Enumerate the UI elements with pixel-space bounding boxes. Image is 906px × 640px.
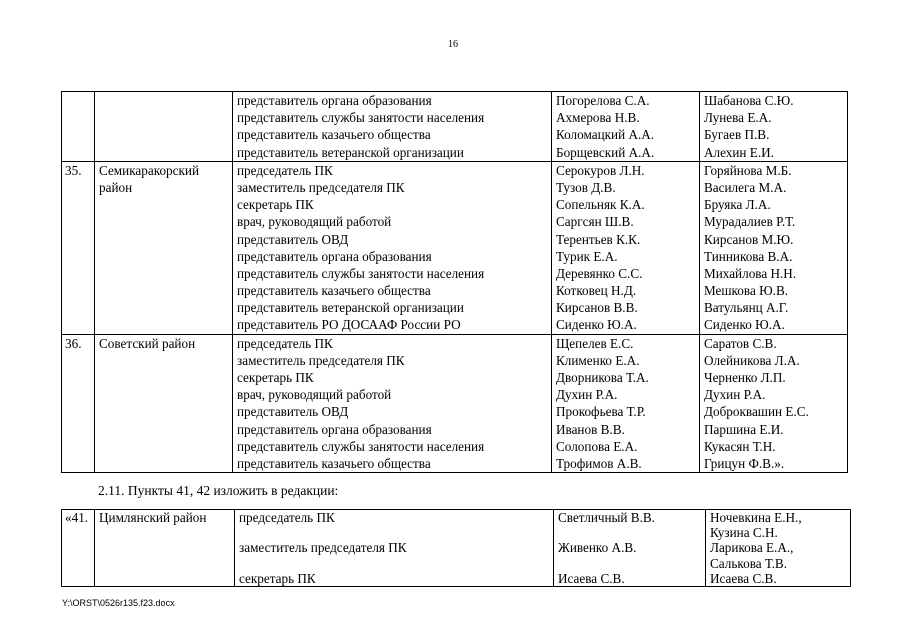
member-cell [552,92,700,162]
amendment-note: 2.11. Пункты 41, 42 изложить в редакции: [98,483,339,498]
reserve-name: Олейникова Л.А. [704,352,800,368]
member-name: Живенко А.В. [558,540,637,556]
position-text: представитель органа образования [237,421,432,437]
reserve-cell [700,161,848,334]
member-name: Серокуров Л.Н. [556,162,645,178]
table-row [62,92,848,162]
position-text: представитель службы занятости населения [237,438,485,454]
member-name: Духин Р.А. [556,387,618,403]
reserve-name: Алехин Е.И. [704,144,774,160]
reserve-name: Михайлова Н.Н. [704,265,797,281]
position-text: председатель ПК [237,335,333,351]
reserve-name: Кукасян Т.Н. [704,438,776,454]
reserve-name: Доброквашин Е.С. [704,404,809,420]
reserve-name: Шабанова С.Ю. [704,93,794,108]
row-number: 35. [62,161,95,334]
position-cell [235,510,554,587]
position-text: представитель казачьего общества [237,127,431,143]
position-text: представитель РО ДОСААФ России РО [237,317,461,333]
position-text: заместитель председателя ПК [237,179,405,195]
spacer [239,525,553,540]
member-name: Сопельняк К.А. [556,197,645,213]
spacer [558,525,705,540]
reserve-name: Исаева С.В. [710,570,777,586]
member-name: Терентьев К.К. [556,231,641,247]
member-name: Погорелова С.А. [556,93,650,108]
spacer [558,556,705,571]
commission-table [61,91,848,473]
reserve-name: Мурадалиев Р.Т. [704,214,796,230]
page-number: 16 [448,39,458,50]
reserve-name: Ночевкина Е.Н., [710,510,802,525]
reserve-name: Саратов С.В. [704,335,777,351]
member-name: Светличный В.В. [558,510,655,525]
reserve-name: Сиденко Ю.А. [704,317,785,333]
position-text: врач, руководящий работой [237,214,392,230]
file-path-footer: Y:\ORST\0526r135.f23.docx [62,598,175,608]
reserve-name: Ларикова Е.А., [710,540,794,556]
member-name: Прокофьева Т.Р. [556,404,646,420]
position-text: заместитель председателя ПК [237,352,405,368]
district-line: район [99,179,133,195]
member-name: Сиденко Ю.А. [556,317,637,333]
member-cell [552,161,700,334]
district-name [95,161,233,334]
reserve-name: Бугаев П.В. [704,127,770,143]
position-text: представитель казачьего общества [237,283,431,299]
member-name: Иванов В.В. [556,421,625,437]
reserve-name: Мешкова Ю.В. [704,283,789,299]
row-number: 36. [62,334,95,473]
position-text: представитель ОВД [237,231,349,247]
table-row [62,334,848,473]
reserve-name: Бруяка Л.А. [704,197,771,213]
amendment-table-body [62,510,851,587]
position-text: врач, руководящий работой [237,387,392,403]
member-name: Исаева С.В. [558,570,625,586]
member-cell [552,334,700,473]
reserve-name: Паршина Е.И. [704,421,784,437]
member-name: Деревянко С.С. [556,265,643,281]
reserve-name: Лунева Е.А. [704,110,772,126]
position-text: представитель казачьего общества [237,455,431,471]
member-name: Турик Е.А. [556,248,618,264]
member-name: Борщевский А.А. [556,144,655,160]
position-cell [233,92,552,162]
reserve-name: Грицун Ф.В.». [704,455,785,471]
member-cell [554,510,706,587]
table-row [62,161,848,334]
position-text: секретарь ПК [239,570,316,586]
reserve-cell [700,334,848,473]
district-line: Советский район [99,335,196,351]
position-text: представитель ветеранской организации [237,144,464,160]
member-name: Щепелев Е.С. [556,335,634,351]
table-row [62,510,851,587]
member-name: Ахмерова Н.В. [556,110,640,126]
row-number: «41. [62,510,95,587]
district-name [95,92,233,162]
amendment-table [61,509,851,587]
reserve-name: Салькова Т.В. [710,555,788,571]
district-line: Семикаракорский [99,162,200,178]
row-number [62,92,95,162]
district-name: Цимлянский район [95,510,235,587]
position-cell [233,161,552,334]
reserve-name: Горяйнова М.Б. [704,162,792,178]
reserve-name: Кузина С.Н. [710,525,778,541]
member-name: Трофимов А.В. [556,455,642,471]
reserve-cell [706,510,851,587]
position-text: представитель органа образования [237,248,432,264]
member-name: Саргсян Ш.В. [556,214,634,230]
reserve-cell [700,92,848,162]
position-text: представитель ОВД [237,404,349,420]
reserve-name: Кирсанов М.Ю. [704,231,794,247]
position-cell [233,334,552,473]
position-text: председатель ПК [237,162,333,178]
spacer [239,556,553,571]
district-name [95,334,233,473]
position-text: секретарь ПК [237,370,314,385]
position-text: секретарь ПК [237,197,314,213]
position-text: представитель ветеранской организации [237,300,464,316]
member-name: Солопова Е.А. [556,438,638,454]
position-text: представитель службы занятости населения [237,265,485,281]
member-name: Кирсанов В.В. [556,300,638,316]
member-name: Клименко Е.А. [556,352,640,368]
reserve-name: Ватульянц А.Г. [704,300,789,316]
position-text: представитель службы занятости населения [237,110,485,126]
member-name: Дворникова Т.А. [556,370,649,385]
member-name: Котковец Н.Д. [556,283,637,299]
commission-table-body [62,92,848,473]
position-text: представитель органа образования [237,93,432,108]
reserve-name: Черненко Л.П. [704,370,786,385]
reserve-name: Василега М.А. [704,179,787,195]
reserve-name: Тинникова В.А. [704,248,793,264]
member-name: Тузов Д.В. [556,179,616,195]
position-text: председатель ПК [239,510,335,525]
position-text: заместитель председателя ПК [239,540,407,556]
member-name: Коломацкий А.А. [556,127,655,143]
reserve-name: Духин Р.А. [704,387,766,403]
